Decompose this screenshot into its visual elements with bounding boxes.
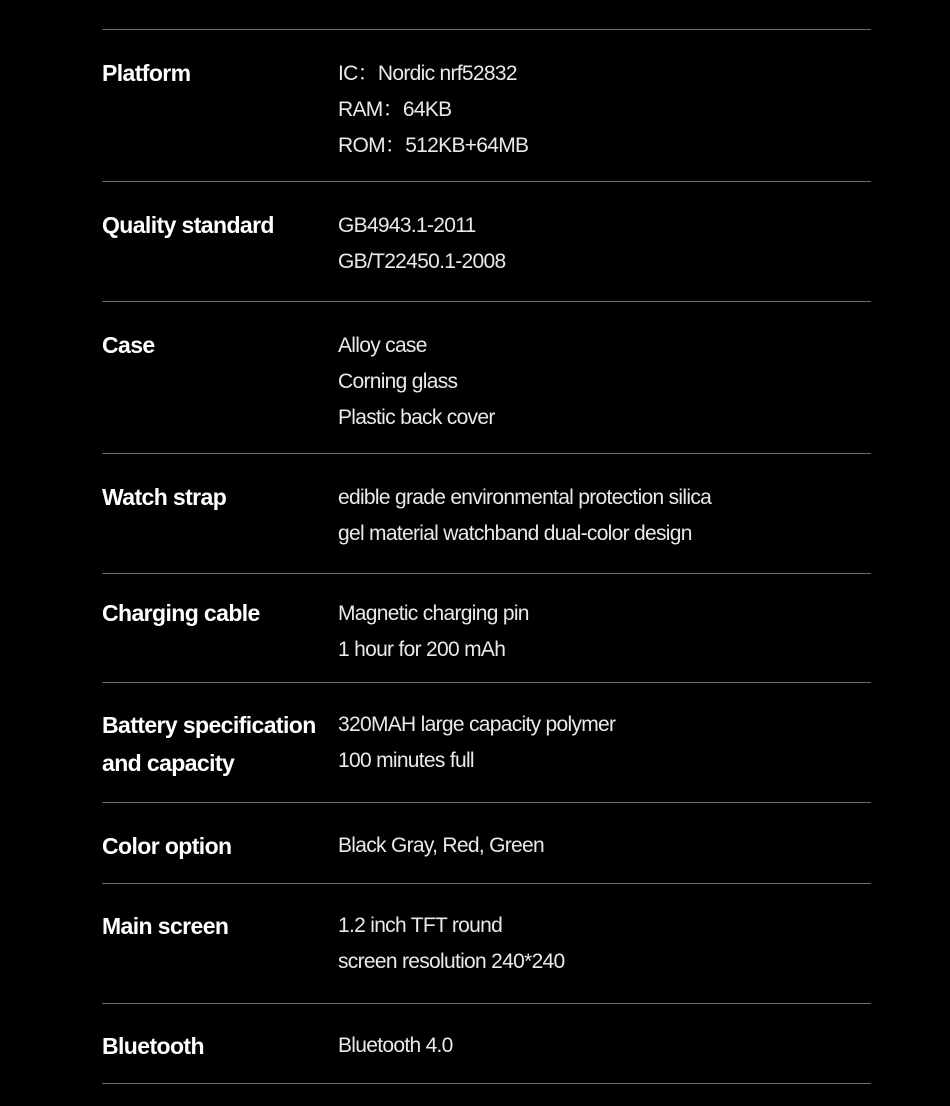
spec-value: 100 minutes full <box>338 749 474 772</box>
spec-label-line: Watch strap <box>102 484 227 510</box>
spec-row-quality-standard <box>102 182 871 302</box>
spec-value: Corning glass <box>338 370 458 393</box>
spec-value: Alloy case <box>338 334 427 357</box>
spec-label-line: Charging cable <box>102 600 260 626</box>
spec-values <box>338 56 871 164</box>
spec-label-line: Platform <box>102 60 191 86</box>
spec-values <box>338 707 871 779</box>
spec-label <box>102 206 328 244</box>
spec-label <box>102 907 328 945</box>
spec-label <box>102 706 328 782</box>
spec-values <box>338 1028 871 1064</box>
spec-value: Magnetic charging pin <box>338 602 529 625</box>
spec-row-main-screen <box>102 884 871 1004</box>
spec-values <box>338 328 871 436</box>
spec-values <box>338 208 871 280</box>
spec-label <box>102 54 328 92</box>
spec-row-platform <box>102 30 871 182</box>
spec-row-case <box>102 302 871 454</box>
spec-value: Plastic back cover <box>338 406 495 429</box>
spec-value: GB4943.1-2011 <box>338 214 476 237</box>
spec-values <box>338 480 871 552</box>
spec-values <box>338 596 871 668</box>
spec-value: 320MAH large capacity polymer <box>338 713 616 736</box>
spec-values <box>338 828 871 864</box>
spec-value: ROM：512KB+64MB <box>338 134 529 157</box>
spec-label <box>102 594 328 632</box>
spec-row-battery <box>102 683 871 803</box>
spec-value: edible grade environmental protection silica <box>338 486 712 509</box>
spec-value: 1.2 inch TFT round <box>338 914 503 937</box>
spec-table <box>102 29 871 1084</box>
spec-label <box>102 1027 328 1065</box>
spec-label-line: Quality standard <box>102 212 274 238</box>
spec-label <box>102 478 328 516</box>
spec-row-bluetooth <box>102 1004 871 1084</box>
spec-row-color-option <box>102 803 871 884</box>
spec-row-watch-strap <box>102 454 871 574</box>
spec-values <box>338 908 871 980</box>
spec-value: Black Gray, Red, Green <box>338 834 544 857</box>
spec-label-line: Color option <box>102 833 232 859</box>
spec-value: IC：Nordic nrf52832 <box>338 62 517 85</box>
spec-value: screen resolution 240*240 <box>338 950 565 973</box>
spec-label-line: Battery specification <box>102 712 316 738</box>
spec-label-line: Case <box>102 332 155 358</box>
spec-label-line: Bluetooth <box>102 1033 204 1059</box>
spec-label <box>102 827 328 865</box>
spec-row-charging-cable <box>102 574 871 683</box>
spec-value: GB/T22450.1-2008 <box>338 250 506 273</box>
spec-label-line: and capacity <box>102 750 235 776</box>
spec-label <box>102 326 328 364</box>
spec-value: 1 hour for 200 mAh <box>338 638 506 661</box>
spec-value: Bluetooth 4.0 <box>338 1034 453 1057</box>
spec-value: gel material watchband dual-color design <box>338 522 692 545</box>
spec-value: RAM：64KB <box>338 98 452 121</box>
spec-label-line: Main screen <box>102 913 229 939</box>
